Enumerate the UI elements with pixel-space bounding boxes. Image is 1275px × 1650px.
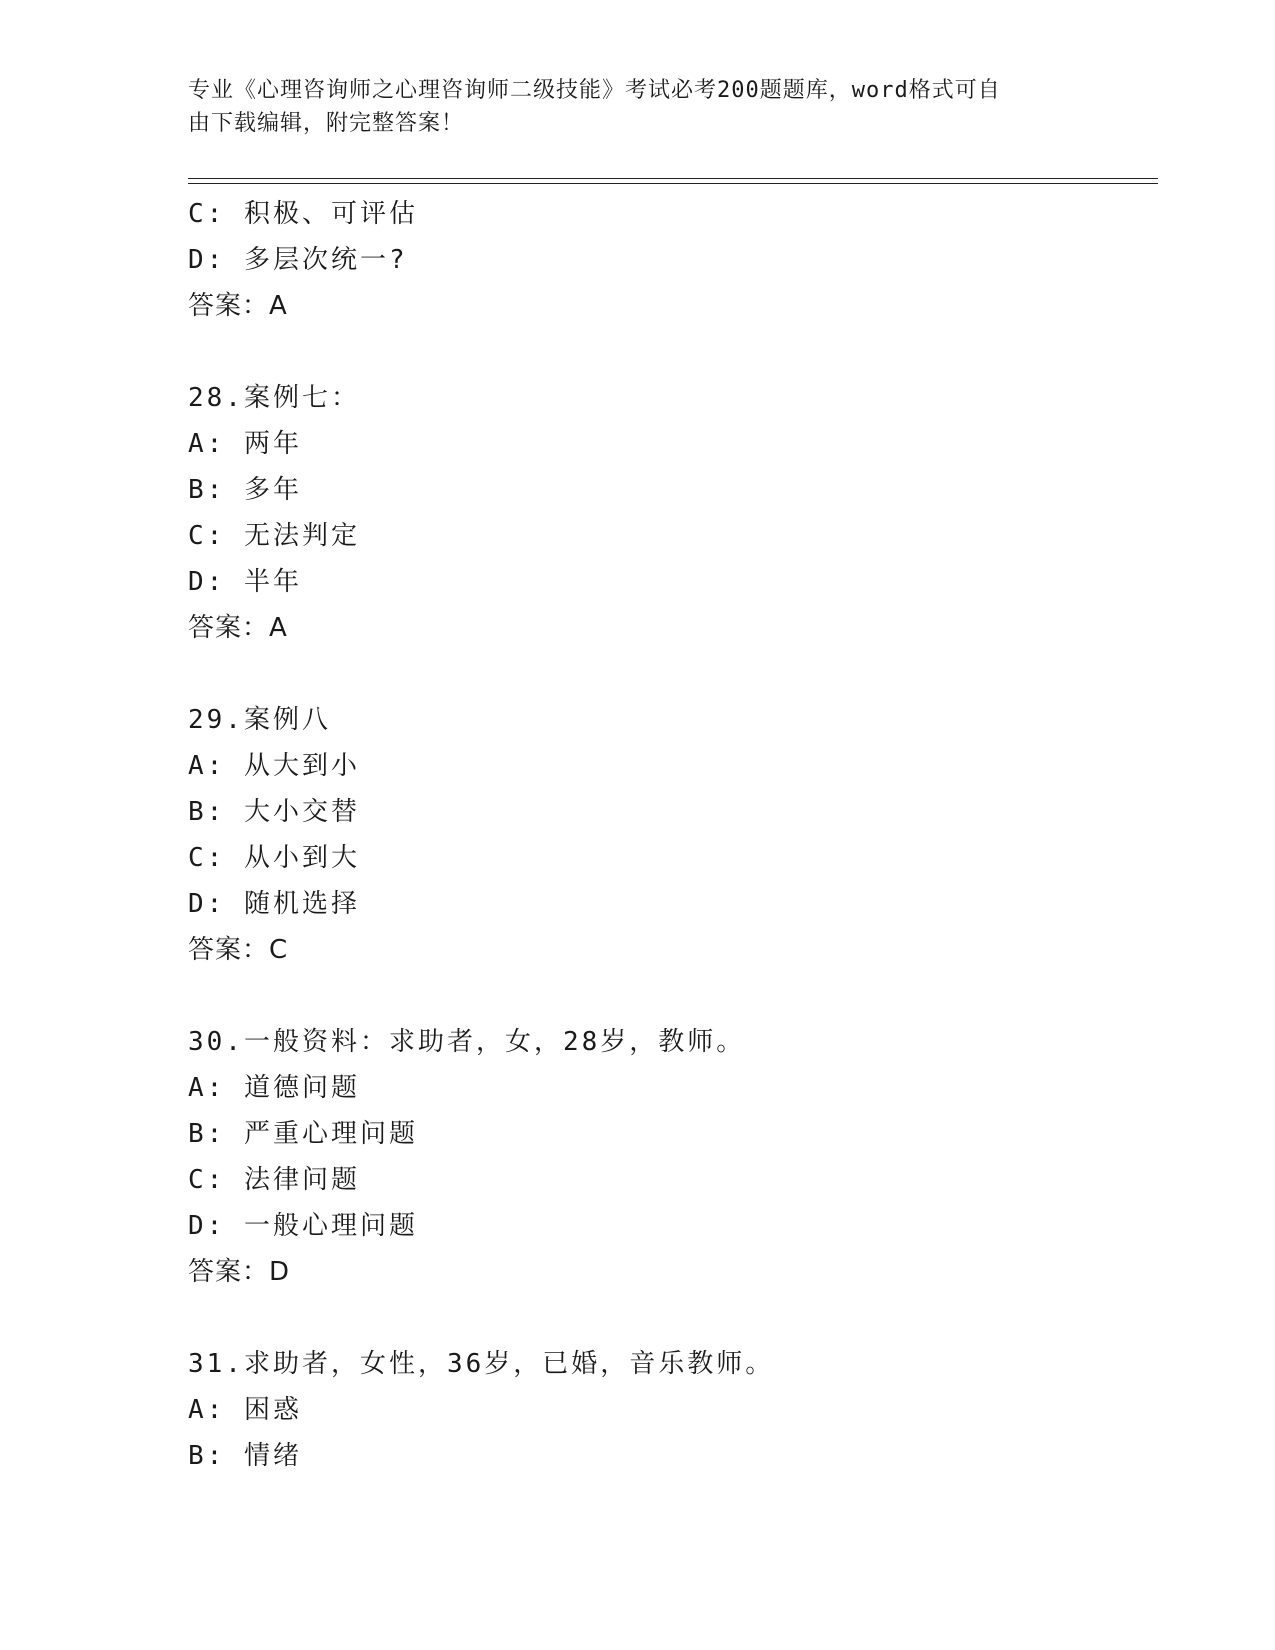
- option-line: [188, 743, 1158, 789]
- question-block-27: [188, 191, 1158, 329]
- header-divider-bottom: [188, 183, 1158, 184]
- option-text: 情绪: [243, 1441, 302, 1471]
- question-block-28: [188, 375, 1158, 651]
- question-stem: 30.一般资料：求助者，女，28岁，教师。: [188, 1027, 746, 1057]
- option-key: D:: [188, 245, 226, 275]
- option-text: 多年: [243, 475, 302, 505]
- option-line: [188, 421, 1158, 467]
- option-line: [188, 1111, 1158, 1157]
- option-line: [188, 1065, 1158, 1111]
- option-text: 大小交替: [243, 797, 360, 827]
- option-key: B:: [188, 1441, 226, 1471]
- option-key: C:: [188, 843, 226, 873]
- option-line: [188, 789, 1158, 835]
- option-key: D:: [188, 567, 226, 597]
- header-line-2: 由下载编辑，附完整答案！: [188, 111, 465, 136]
- option-line: [188, 191, 1158, 237]
- spacer: [188, 973, 1158, 1019]
- option-text: 半年: [243, 567, 302, 597]
- option-text: 多层次统一?: [243, 245, 408, 275]
- question-block-30: [188, 1019, 1158, 1295]
- option-key: A:: [188, 1395, 226, 1425]
- option-key: A:: [188, 1073, 226, 1103]
- option-line: [188, 1157, 1158, 1203]
- option-text: 道德问题: [243, 1073, 360, 1103]
- option-text: 两年: [243, 429, 302, 459]
- option-line: [188, 559, 1158, 605]
- spacer: [188, 651, 1158, 697]
- question-list: [188, 191, 1158, 1479]
- option-line: [188, 237, 1158, 283]
- option-text: 一般心理问题: [243, 1211, 418, 1241]
- option-text: 严重心理问题: [243, 1119, 418, 1149]
- option-text: 法律问题: [243, 1165, 360, 1195]
- option-key: D:: [188, 889, 226, 919]
- option-key: A:: [188, 429, 226, 459]
- answer-line: 答案：C: [188, 935, 289, 965]
- option-text: 积极、可评估: [243, 199, 418, 229]
- option-text: 无法判定: [243, 521, 360, 551]
- answer-line: 答案：D: [188, 1257, 291, 1287]
- option-key: D:: [188, 1211, 226, 1241]
- question-block-29: [188, 697, 1158, 973]
- option-key: B:: [188, 1119, 226, 1149]
- option-text: 困惑: [243, 1395, 302, 1425]
- header-divider-top: [188, 178, 1158, 179]
- option-key: C:: [188, 521, 226, 551]
- option-key: A:: [188, 751, 226, 781]
- question-stem: 31.求助者，女性，36岁，已婚，音乐教师。: [188, 1349, 775, 1379]
- question-stem: 28.案例七：: [188, 383, 360, 413]
- option-line: [188, 835, 1158, 881]
- option-key: C:: [188, 199, 226, 229]
- option-key: C:: [188, 1165, 226, 1195]
- option-text: 随机选择: [243, 889, 360, 919]
- option-line: [188, 467, 1158, 513]
- option-line: [188, 1203, 1158, 1249]
- answer-line: 答案：A: [188, 613, 288, 643]
- option-line: [188, 1433, 1158, 1479]
- spacer: [188, 329, 1158, 375]
- option-text: 从大到小: [243, 751, 360, 781]
- answer-line: 答案：A: [188, 291, 288, 321]
- question-block-31: [188, 1341, 1158, 1479]
- option-key: B:: [188, 475, 226, 505]
- option-line: [188, 1387, 1158, 1433]
- header-line-1: 专业《心理咨询师之心理咨询师二级技能》考试必考200题题库，word格式可自: [188, 78, 1001, 103]
- option-text: 从小到大: [243, 843, 360, 873]
- option-key: B:: [188, 797, 226, 827]
- document-header: [188, 74, 1068, 140]
- option-line: [188, 881, 1158, 927]
- option-line: [188, 513, 1158, 559]
- spacer: [188, 1295, 1158, 1341]
- question-stem: 29.案例八: [188, 705, 331, 735]
